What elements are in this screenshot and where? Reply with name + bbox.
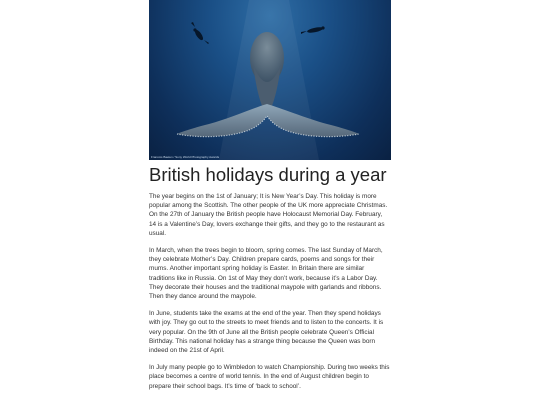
hero-photo-whale-tail	[149, 0, 391, 160]
paragraph-june: In June, students take the exams at the end of the year. Then they spend holidays with joy. They go out to the streets to meet friends and to listen to the concerts. It is very popular. On the 9th of June all the British people celebrate Queen’s Official Birthday. This national holiday has a strange thing because the Queen was born indeed on the 21st of April.	[149, 310, 384, 355]
paragraph-new-year: The year begins on the 1st of January; It is New Year’s Day. This holiday is more popular among the Scottish. The other people of the UK more appreciate Christmas. On the 27th of January the British people have Holocaust Memorial Day. February, 14 is a Valentine’s Day, lovers exchange their gifts, and they go to the restaurant as usual.	[149, 193, 388, 237]
article-title: British holidays during a year	[149, 164, 387, 185]
photo-credit: Francois Baelen / Sony World Photography Awards	[151, 155, 220, 159]
paragraph-july: In July many people go to Wimbledon to watch Championship. During two weeks this place becomes a centre of world tennis. In the end of August children begin to prepare their school bags. It’s time of ‘back to school’.	[149, 364, 390, 390]
article	[149, 0, 391, 399]
paragraph-spring: In March, when the trees begin to bloom, spring comes. The last Sunday of March, they celebrate Mother’s Day. Children prepare cards, poems and songs for their mums. Another important spring holiday is Easter. In Britain there are similar traditions like in Russia. On 1st of May they don’t work, because it’s a Labor Day. They decorate their houses and the traditional maypole with garlands and ribbons. Then they dance around the maypole.	[149, 247, 383, 301]
whale-tail-illustration	[149, 0, 391, 160]
